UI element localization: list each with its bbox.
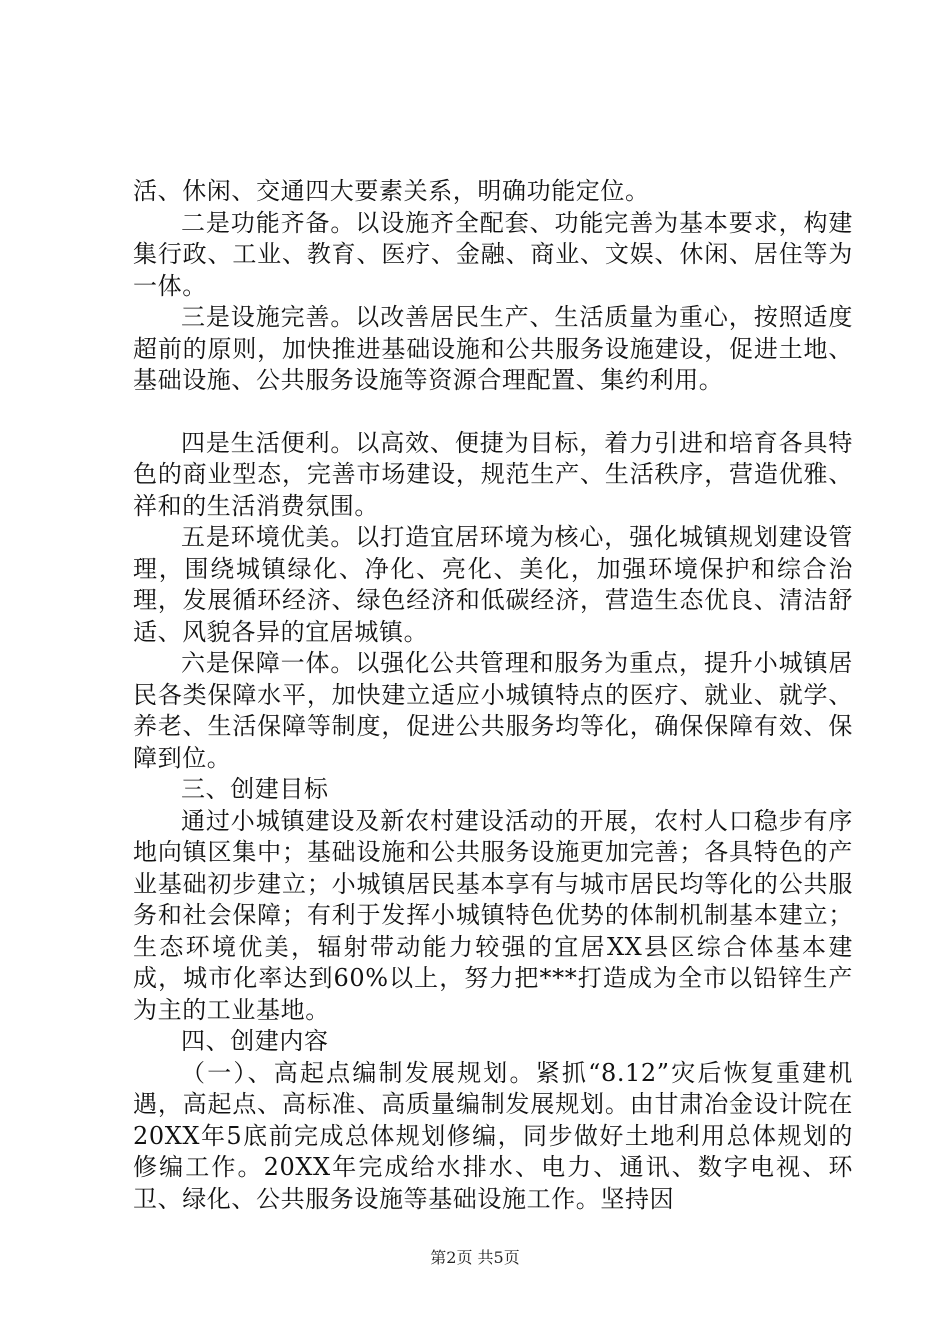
paragraph-facilities-improved: 三是设施完善。以改善居民生产、生活质量为重心，按照适度超前的原则，加快推进基础设施和公共服务设施建设，促进土地、基础设施、公共服务设施等资源合理配置、集约利用。 xyxy=(133,303,853,394)
paragraph-function-complete: 二是功能齐备。以设施齐全配套、功能完善为基本要求，构建集行政、工业、教育、医疗、金融、商业、文娱、休闲、居住等为一体。 xyxy=(133,208,853,300)
document-body xyxy=(133,176,853,1215)
paragraph-continuation: 活、休闲、交通四大要素关系，明确功能定位。 xyxy=(133,177,650,205)
paragraph-planning: （一）、高起点编制发展规划。紧抓“8.12”灾后恢复重建机遇，高起点、高标准、高质量编制发展规划。由甘肃冶金设计院在20XX年5底前完成总体规划修编，同步做好土地利用总体规划的修编工作。20XX年完成给水排水、电力、通讯、数字电视、环卫、绿化、公共服务设施等基础设施工作。坚持因 xyxy=(133,1058,853,1213)
paragraph-security: 六是保障一体。以强化公共管理和服务为重点，提升小城镇居民各类保障水平，加快建立适应小城镇特点的医疗、就业、就学、养老、生活保障等制度，促进公共服务均等化，确保保障有效、保障到位。 xyxy=(133,649,853,772)
page-number-footer: 第2页 共5页 xyxy=(430,1248,520,1267)
section-heading-goals: 三、创建目标 xyxy=(181,775,329,803)
paragraph-environment: 五是环境优美。以打造宜居环境为核心，强化城镇规划建设管理，围绕城镇绿化、净化、亮化、美化，加强环境保护和综合治理，发展循环经济、绿色经济和低碳经济，营造生态优良、清洁舒适、风貌各异的宜居城镇。 xyxy=(133,523,853,646)
paragraph-goals: 通过小城镇建设及新农村建设活动的开展，农村人口稳步有序地向镇区集中；基础设施和公共服务设施更加完善；各具特色的产业基础初步建立；小城镇居民基本享有与城市居民均等化的公共服务和社会保障；有利于发挥小城镇特色优势的体制机制基本建立；生态环境优美，辐射带动能力较强的宜居XX县区综合体基本建成，城市化率达到60%以上，努力把***打造成为全市以铅锌生产为主的工业基地。 xyxy=(133,806,853,1024)
paragraph-living-convenience: 四是生活便利。以高效、便捷为目标，着力引进和培育各具特色的商业型态，完善市场建设，规范生产、生活秩序，营造优雅、祥和的生活消费氛围。 xyxy=(133,428,853,520)
section-heading-content: 四、创建内容 xyxy=(181,1027,329,1055)
